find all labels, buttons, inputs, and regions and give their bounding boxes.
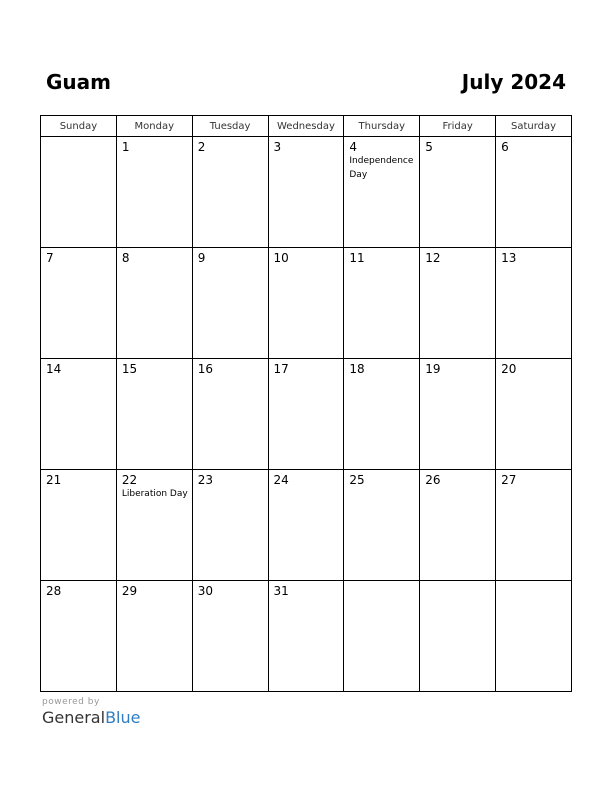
calendar-header — [46, 70, 566, 100]
day-cell — [116, 248, 192, 359]
weekday-thursday: Thursday — [344, 116, 420, 137]
day-cell — [496, 359, 572, 470]
day-number: 10 — [273, 251, 289, 265]
week-row — [41, 359, 572, 470]
day-number: 30 — [197, 584, 213, 598]
day-number: 14 — [46, 362, 62, 376]
region-title: Guam — [46, 70, 111, 94]
day-number: 12 — [425, 251, 441, 265]
day-cell — [192, 359, 268, 470]
day-number: 13 — [501, 251, 517, 265]
weekday-wednesday: Wednesday — [268, 116, 344, 137]
day-number: 28 — [46, 584, 62, 598]
day-number: 16 — [197, 362, 213, 376]
day-cell — [268, 470, 344, 581]
day-cell — [41, 137, 117, 248]
day-number: 9 — [197, 251, 206, 265]
day-number: 3 — [273, 140, 282, 154]
day-cell — [41, 581, 117, 692]
footer-branding — [42, 697, 140, 727]
day-number: 2 — [197, 140, 206, 154]
day-cell — [496, 137, 572, 248]
day-cell — [268, 248, 344, 359]
day-number: 22 — [121, 473, 138, 487]
day-number: 19 — [425, 362, 441, 376]
day-cell — [344, 137, 420, 248]
day-number: 29 — [121, 584, 138, 598]
day-cell — [268, 581, 344, 692]
day-cell — [192, 248, 268, 359]
day-cell — [496, 470, 572, 581]
weekday-saturday: Saturday — [496, 116, 572, 137]
week-row — [41, 581, 572, 692]
day-cell — [344, 248, 420, 359]
day-number: 4 — [349, 140, 358, 154]
day-number — [420, 581, 495, 584]
day-number: 8 — [121, 251, 130, 265]
day-cell — [268, 359, 344, 470]
weekday-tuesday: Tuesday — [192, 116, 268, 137]
day-cell — [116, 359, 192, 470]
month-title: July 2024 — [461, 70, 566, 94]
day-number: 18 — [349, 362, 365, 376]
day-cell — [192, 470, 268, 581]
holiday-label: Independence Day — [349, 156, 414, 180]
day-cell — [344, 359, 420, 470]
day-cell — [344, 581, 420, 692]
week-row — [41, 137, 572, 248]
day-cell — [41, 359, 117, 470]
day-number — [344, 581, 419, 584]
day-cell — [116, 137, 192, 248]
day-number: 21 — [46, 473, 62, 487]
day-cell — [268, 137, 344, 248]
day-cell — [116, 581, 192, 692]
day-number: 25 — [349, 473, 365, 487]
day-cell — [496, 248, 572, 359]
weekday-monday: Monday — [116, 116, 192, 137]
day-number: 7 — [46, 251, 54, 265]
week-row — [41, 470, 572, 581]
day-cell — [41, 470, 117, 581]
week-row — [41, 248, 572, 359]
day-number: 24 — [273, 473, 289, 487]
day-number: 15 — [121, 362, 138, 376]
day-number: 27 — [501, 473, 517, 487]
brand-text-blue: Blue — [105, 708, 141, 727]
day-number: 5 — [425, 140, 433, 154]
powered-by-text: powered by — [42, 697, 100, 707]
brand-text-general: General — [42, 708, 106, 727]
day-number: 23 — [197, 473, 213, 487]
day-cell — [420, 248, 496, 359]
weekday-friday: Friday — [420, 116, 496, 137]
day-cell — [420, 137, 496, 248]
day-cell — [420, 470, 496, 581]
day-cell — [192, 581, 268, 692]
day-number — [41, 137, 116, 140]
weekday-sunday: Sunday — [41, 116, 117, 137]
day-cell — [420, 581, 496, 692]
day-cell — [420, 359, 496, 470]
day-cell — [496, 581, 572, 692]
day-number: 17 — [273, 362, 289, 376]
day-cell — [344, 470, 420, 581]
day-number: 6 — [501, 140, 509, 154]
generalblue-logo[interactable] — [42, 708, 140, 727]
calendar-grid — [40, 115, 572, 692]
day-number: 1 — [121, 140, 130, 154]
day-number — [496, 581, 571, 584]
day-number: 11 — [349, 251, 365, 265]
day-cell — [41, 248, 117, 359]
holiday-label: Liberation Day — [121, 489, 188, 499]
day-number: 20 — [501, 362, 517, 376]
day-cell — [116, 470, 192, 581]
day-number: 31 — [273, 584, 289, 598]
day-cell — [192, 137, 268, 248]
weekday-header-row — [41, 116, 572, 137]
day-number: 26 — [425, 473, 441, 487]
